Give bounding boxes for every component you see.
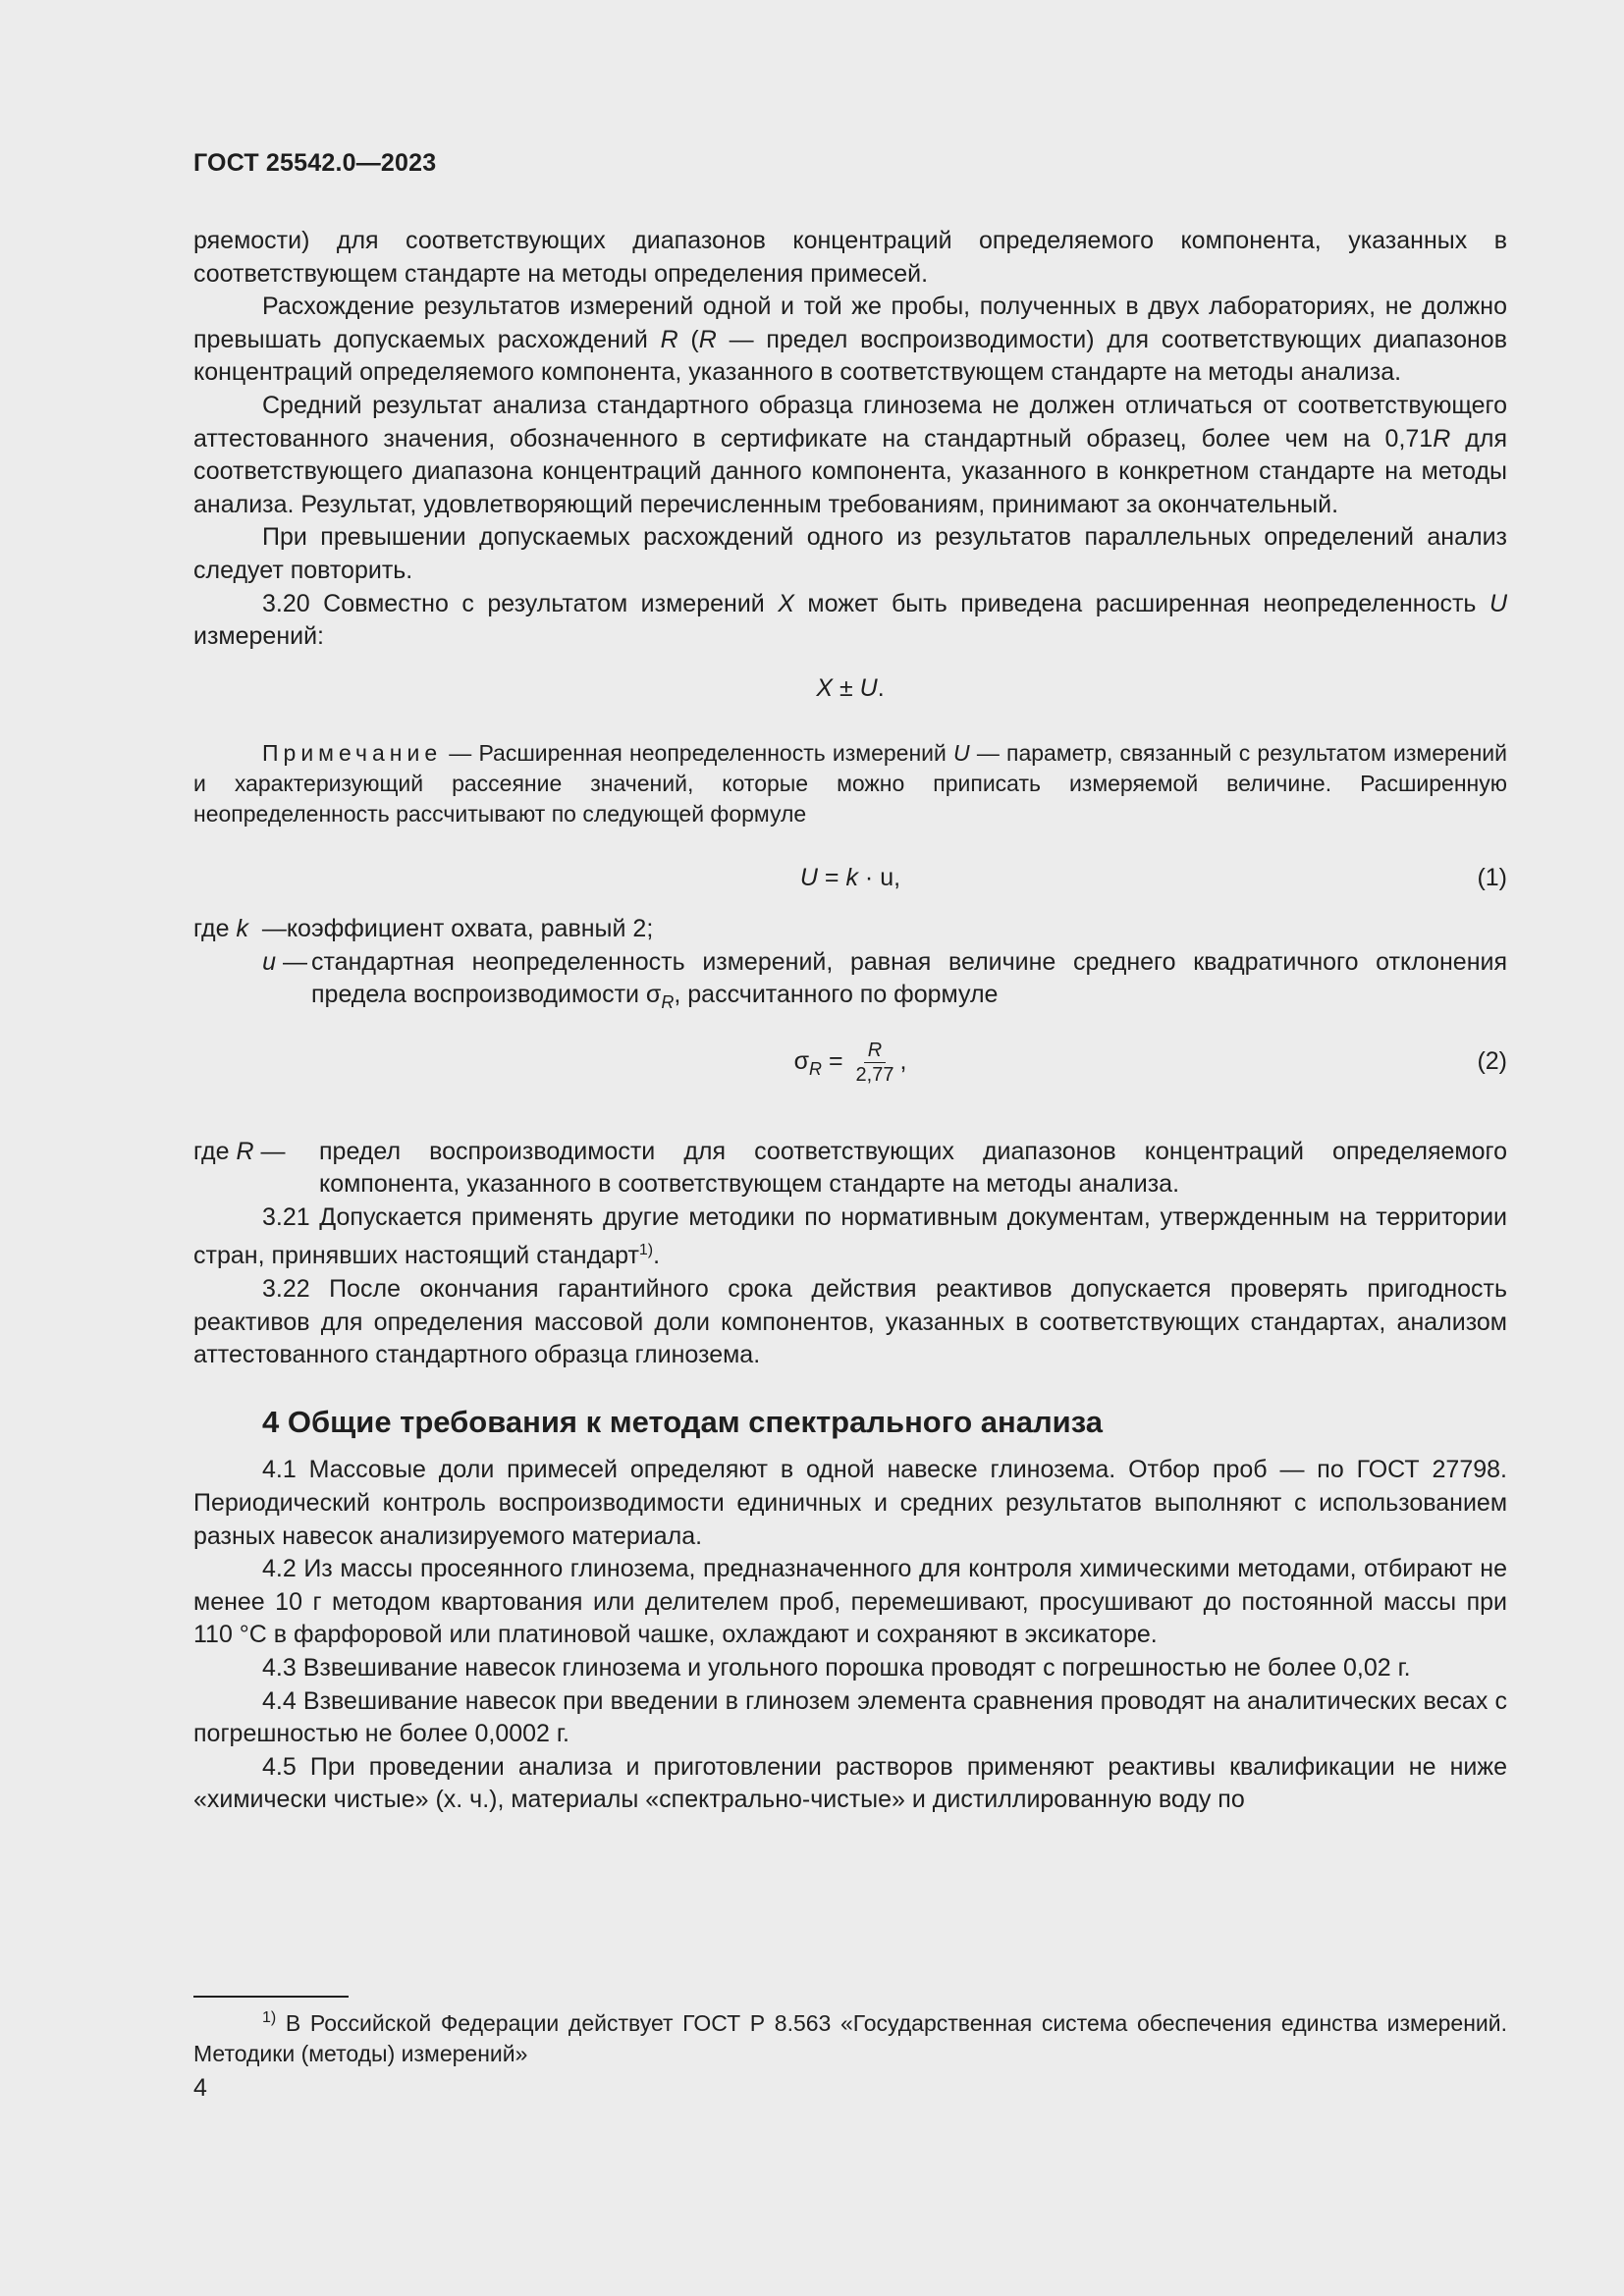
where-r-row: где R — предел воспроизводимости для соответствующих диапазонов концентраций определяемого компонента, указанного в соответствующем стандарте на методы анализа.: [193, 1137, 1507, 1199]
page-number: 4: [193, 2074, 207, 2102]
where-k-row: где k — коэффициент охвата, равный 2;: [193, 914, 654, 942]
paragraph-4-2: 4.2 Из массы просеянного глинозема, предназначенного для контроля химическими методами, отбирают не менее 10 г методом квартования или делителем проб, перемешивают, просушивают до постоянной массы при 110 °С в фарфоровой или платиновой чашке, охлаждают и сохраняют в эксикаторе.: [193, 1555, 1507, 1649]
equation-number-2: (2): [1477, 1046, 1507, 1075]
note-label: Примечание: [262, 740, 443, 767]
formula-x-pm-u: X ± U.: [816, 673, 885, 702]
paragraph-continuation: ряемости) для соответствующих диапазонов концентраций определяемого компонента, указанных в соответствующем стандарте на методы определения примесей.: [193, 227, 1507, 288]
section-4-title: 4 Общие требования к методам спектрального анализа: [262, 1404, 1103, 1439]
footnote-marker: 1): [262, 2009, 277, 2026]
body-text: [193, 225, 1507, 1817]
paragraph-3-21: 3.21 Допускается применять другие методики по нормативным документам, утвержденным на территории стран, принявших настоящий стандарт$^{1)}$.: [193, 1202, 1507, 1270]
equation-number-1: (1): [1477, 864, 1507, 892]
formula-2: $\sigma_R$ = $\frac{R}{2,77}$ , (2): [793, 1039, 1507, 1086]
standard-header: ГОСТ 25542.0—2023: [193, 149, 437, 177]
paragraph-3-20: 3.20 Совместно с результатом измерений X может быть приведена расширенная неопределенность U измерений:: [193, 589, 1507, 651]
footnote-ref: 1): [638, 1242, 654, 1259]
where-u-row: u — стандартная неопределенность измерений, равная величине среднего квадратичного отклонения предела воспроизводимости $\sigma_R$, рассчитанного по формуле: [262, 947, 1507, 1013]
footnote: $^{1)}$ В Российской Федерации действует ГОСТ Р 8.563 «Государственная система обеспечения единства измерений. Методики (методы) измерений»: [193, 2009, 1507, 2066]
paragraph-discrepancy: Расхождение результатов измерений одной и той же пробы, полученных в двух лабораториях, не должно превышать допускаемых расхождений R (R — предел воспроизводимости) для соответствующих диапазонов концентраций определяемого компонента, указанного в соответствующем стандарте на методы анализа.: [193, 293, 1507, 387]
paragraph-reference-sample: Средний результат анализа стандартного образца глинозема не должен отличаться от соответствующего аттестованного значения, обозначенного в сертификате на стандартный образец, более чем на 0,71R для соответствующего диапазона концентраций данного компонента, указанного в конкретном стандарте на методы анализа. Результат, удовлетворяющий перечисленным требованиям, принимают за окончательный.: [193, 391, 1507, 518]
paragraph-4-3: 4.3 Взвешивание навесок глинозема и угольного порошка проводят с погрешностью не более 0,02 г.: [262, 1654, 1411, 1682]
footnote-divider: [193, 1996, 349, 1998]
paragraph-4-5: 4.5 При проведении анализа и приготовлении растворов применяют реактивы квалификации не ниже «химически чистые» (х. ч.), материалы «спектрально-чистые» и дистиллированную воду по: [193, 1752, 1507, 1814]
paragraph-3-22: 3.22 После окончания гарантийного срока действия реактивов допускается проверять пригодность реактивов для определения массовой доли компонентов, указанных в соответствующих стандартах, анализом аттестованного стандартного образца глинозема.: [193, 1275, 1507, 1369]
paragraph-4-4: 4.4 Взвешивание навесок при введении в глинозем элемента сравнения проводят на аналитических весах с погрешностью не более 0,0002 г.: [193, 1686, 1507, 1748]
paragraph-repeat: При превышении допускаемых расхождений одного из результатов параллельных определений анализ следует повторить.: [193, 523, 1507, 584]
formula-1: U = k · u, (1): [193, 862, 1507, 895]
fraction: $\frac{R}{2,77}$: [855, 1039, 894, 1086]
paragraph-4-1: 4.1 Массовые доли примесей определяют в одной навеске глинозема. Отбор проб — по ГОСТ 27798. Периодический контроль воспроизводимости единичных и средних результатов выполняют с использованием разных навесок анализируемого материала.: [193, 1456, 1507, 1550]
note-paragraph: Примечание — Расширенная неопределенность измерений U — параметр, связанный с результатом измерений и характеризующий рассеяние значений, которые можно приписать измеряемой величине. Расширенную неопределенность рассчитывают по следующей формуле: [193, 740, 1507, 828]
